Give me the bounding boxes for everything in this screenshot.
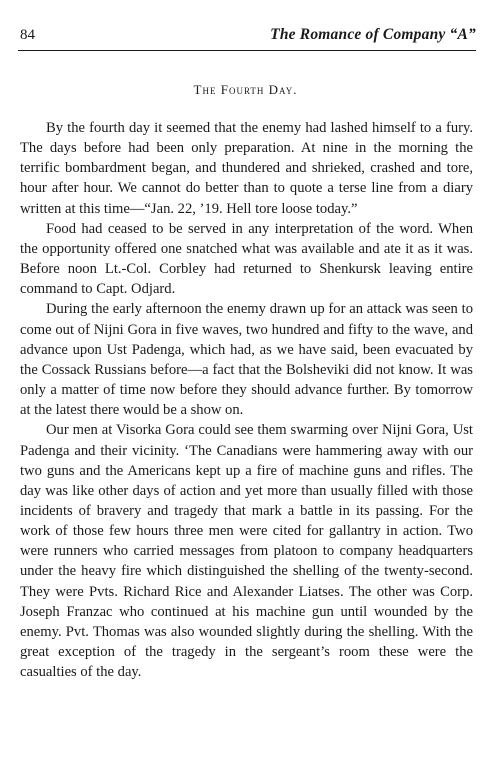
paragraph: During the early afternoon the enemy drawn up for an attack was seen to come out of Nijni Gora in five waves, two hundred and fifty to the wave, and advance upon Ust Padenga, which had, as we have said, been evacuated by the Cossack Russians before—a fact that the Bolsheviki did not know. It was only a matter of time now before they should advance further. By tomorrow at the latest there would be a show on. — [20, 301, 473, 419]
paragraph: Our men at Visorka Gora could see them swarming over Nijni Gora, Ust Padenga and their vicinity. ‘The Canadians were hammering away with our two guns and the Americans kept up a fire of machine guns and rifles. The day was like other days of action and yet more than usually filled with those incidents of bravery and tragedy that mark a battle in its passing. For the work of those few hours three men were cited for gallantry in action. Two were runners who carried messages from platoon to company headquarters under the heavy fire which distinguished the shelling of the twenty-second. They were Pvts. Richard Rice and Alexander Liatses. The other was Corp. Joseph Franzac who continued at his machine gun until wounded by the enemy. Pvt. Thomas was also wounded slightly during the shelling. With the great exception of the tragedy in the sergeant’s room these were the casualties of the day. — [20, 422, 473, 681]
section-title: The Fourth Day. — [193, 82, 298, 97]
running-head — [18, 26, 476, 51]
paragraph: By the fourth day it seemed that the enemy had lashed himself to a fury. The days before had been only preparation. At nine in the morning the terrific bombardment began, and thundered and shrieked, crashed and tore, hour after hour. We cannot do better than to quote a terse line from a diary written at this time—“Jan. 22, ’19. Hell tore loose today.” — [20, 120, 473, 217]
body-text — [20, 118, 473, 682]
paragraph: Food had ceased to be served in any interpretation of the word. When the opportunity offered one snatched what was available and ate it as it was. Before noon Lt.-Col. Corbley had returned to Shenkursk leaving entire command to Capt. Odjard. — [20, 220, 473, 298]
book-title: The Romance of Company “A” — [270, 26, 476, 43]
page-number: 84 — [20, 27, 35, 43]
